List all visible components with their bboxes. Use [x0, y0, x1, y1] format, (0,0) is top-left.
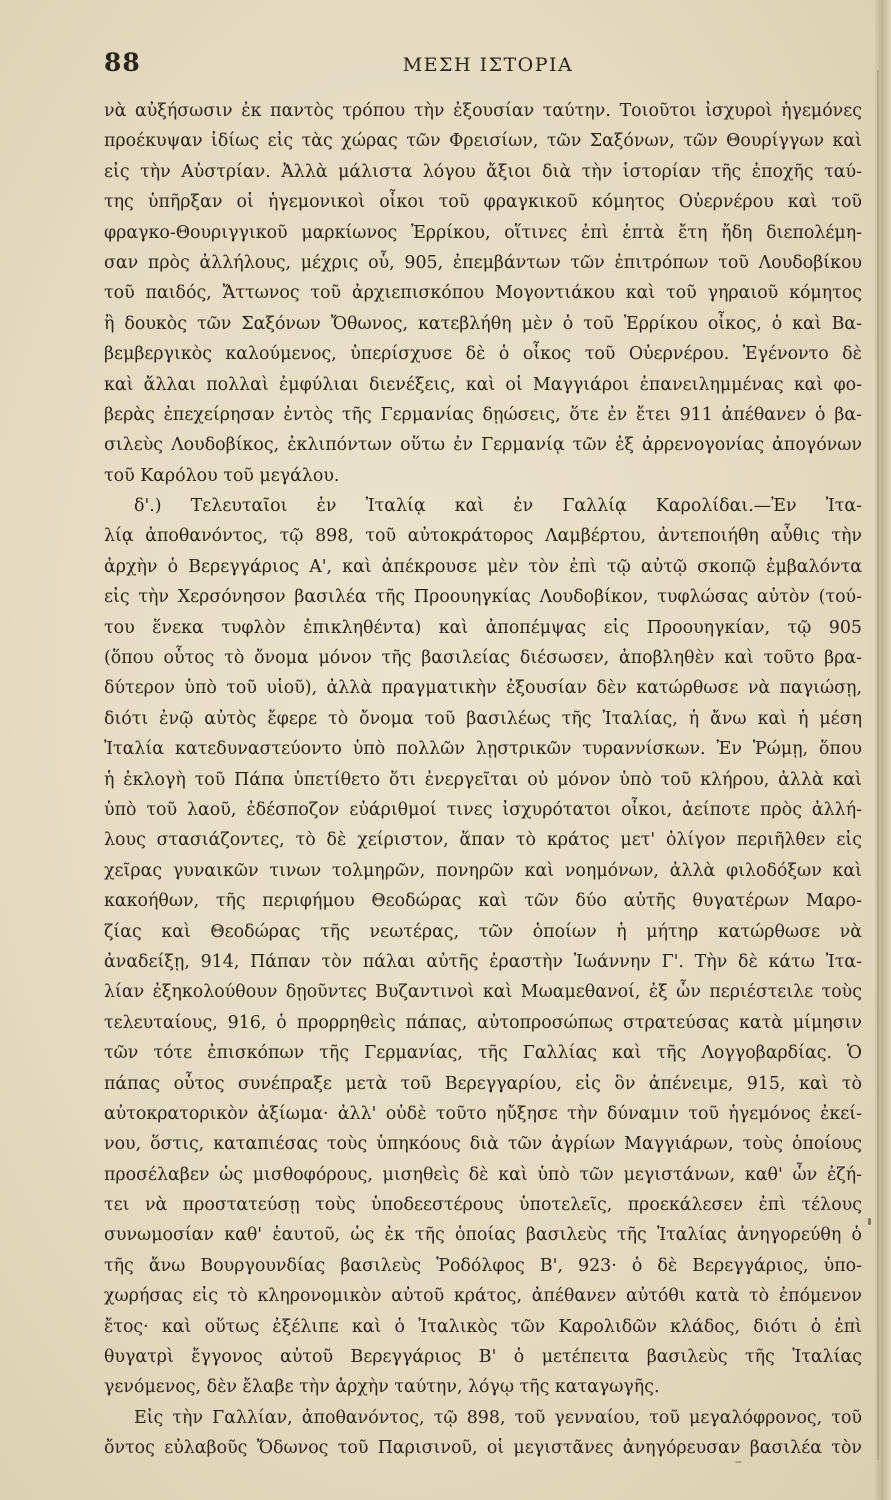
text-line: χωρήσας εἰς τὸ κληρονομικὸν αὐτοῦ κράτος, ἀπέθανεν αὐτόθι κατὰ τὸ ἐπόμενον	[104, 1286, 862, 1307]
text-line: Εἰς τὴν Γαλλίαν, ἀποθανόντος, τῷ 898, τοῦ γενναίου, τοῦ μεγαλόφρονος, τοῦ	[134, 1407, 862, 1428]
text-line: σιλεὺς Λουδοβίκος, ἐκλιπόντων οὕτω ἐν Γερμανίᾳ τῶν ἐξ ἀρρενογονίας ἀπογόνων	[104, 435, 862, 456]
text-line: τοῦ Καρόλου τοῦ μεγάλου.	[104, 465, 340, 486]
text-line: συνωμοσίαν καθ' ἑαυτοῦ, ὡς ἐκ τῆς ὁποίας βασιλεὺς τῆς Ἰταλίας ἀνηγορεύθη ὁ	[104, 1225, 862, 1246]
text-line: βεμβεργικὸς καλούμενος, ὑπερίσχυσε δὲ ὁ οἶκος τοῦ Οὐερνέρου. Ἐγένοντο δὲ	[104, 344, 862, 365]
text-line: ζίας καὶ Θεοδώρας τῆς νεωτέρας, τῶν ὁποίων ἡ μήτηρ κατώρθωσε νὰ	[104, 921, 862, 942]
text-line: τελευταίους, 916, ὁ προρρηθεὶς πάπας, αὐτοπροσώπως στρατεύσας κατὰ μίμησιν	[104, 1012, 862, 1033]
text-line: ἔτος· καὶ οὕτως ἐξέλιπε καὶ ὁ Ἰταλικὸς τῶν Καρολιδῶν κλάδος, διότι ὁ ἐπὶ	[104, 1316, 862, 1337]
text-line: σαν πρὸς ἀλλήλους, μέχρις οὗ, 905, ἐπεμβάντων τῶν ἐπιτρόπων τοῦ Λουδοβίκου	[104, 252, 862, 273]
text-line: εἰς τὴν Αὐστρίαν. Ἀλλὰ μάλιστα λόγου ἄξιοι διὰ τὴν ἱστορίαν τῆς ἐποχῆς ταύ-	[104, 161, 862, 182]
text-line: τῆς ἄνω Βουργουνδίας βασιλεὺς Ῥοδόλφος Β', 923· ὁ δὲ Βερεγγάριος, ὑπο-	[104, 1255, 862, 1276]
text-line: τει νὰ προστατεύσῃ τοὺς ὑποδεεστέρους ὑποτελεῖς, προεκάλεσεν ἐπὶ τέλους	[104, 1195, 862, 1216]
text-line: δύτερον ὑπὸ τοῦ υἱοῦ), ἀλλὰ πραγματικὴν ἐξουσίαν δὲν κατώρθωσε νὰ παγιώσῃ,	[104, 678, 862, 699]
text-line: ὄντος εὐλαβοῦς Ὄδωνος τοῦ Παρισινοῦ, οἱ μεγιστᾶνες ἀνηγόρευσαν βασιλέα τὸν	[104, 1438, 862, 1459]
text-line: βερὰς ἐπεχείρησαν ἐντὸς τῆς Γερμανίας δῃώσεις, ὅτε ἐν ἔτει 911 ἀπέθανεν ὁ βα-	[104, 404, 862, 425]
text-line: νὰ αὐξήσωσιν ἐκ παντὸς τρόπου τὴν ἐξουσίαν ταύτην. Τοιοῦτοι ἰσχυροὶ ἡγεμόνες	[104, 101, 862, 121]
footer-mark: –	[735, 1454, 742, 1470]
text-line: προσέλαβεν ὡς μισθοφόρους, μισηθεὶς δὲ καὶ ὑπὸ τῶν μεγιστάνων, καθ' ὧν ἐζή-	[104, 1164, 862, 1185]
text-line: αὐτοκρατορικὸν ἀξίωμα· ἀλλ' οὐδὲ τοῦτο ηὔξησε τὴν δύναμιν τοῦ ἡγεμόνος ἐκεί-	[104, 1103, 862, 1124]
text-line: γενόμενος, δὲν ἔλαβε τὴν ἀρχὴν ταύτην, λόγῳ τῆς καταγωγῆς.	[104, 1377, 660, 1398]
text-line: Ἰταλία κατεδυναστεύοντο ὑπὸ πολλῶν λῃστρικῶν τυραννίσκων. Ἐν Ῥώμῃ, ὅπου	[104, 739, 862, 760]
running-head: ΜΕΣΗ ΙΣΤΟΡΙΑ	[402, 54, 574, 76]
text-line: τῶν τότε ἐπισκόπων τῆς Γερμανίας, τῆς Γαλλίας καὶ τῆς Λογγοβαρδίας. Ὁ	[104, 1043, 862, 1064]
text-line: λους στασιάζοντες, τὸ δὲ χείριστον, ἅπαν τὸ κράτος μετ' ὀλίγον περιῆλθεν εἰς	[104, 830, 862, 851]
text-line: λίαν ἐξηκολούθουν δῃοῦντες Βυζαντινοὶ καὶ Μωαμεθανοί, ἐξ ὧν περιέστειλε τοὺς	[104, 982, 862, 1003]
text-line: πάπας οὗτος συνέπραξε μετὰ τοῦ Βερεγγαρίου, εἰς ὃν ἀπένειμε, 915, καὶ τὸ	[104, 1073, 862, 1094]
text-line: του ἕνεκα τυφλὸν ἐπικληθέντα) καὶ ἀποπέμψας εἰς Προουηγκίαν, τῷ 905	[104, 617, 862, 638]
text-line: (ὅπου οὗτος τὸ ὄνομα μόνον τῆς βασιλείας διέσωσεν, ἀποβληθὲν καὶ τοῦτο βρα-	[104, 648, 862, 669]
text-line: λίᾳ ἀποθανόντος, τῷ 898, τοῦ αὐτοκράτορος Λαμβέρτου, ἀντεποιήθη αὖθις τὴν	[104, 526, 862, 547]
text-line: διότι ἐνῷ αὐτὸς ἔφερε τὸ ὄνομα τοῦ βασιλέως τῆς Ἰταλίας, ἡ ἄνω καὶ ἡ μέση	[104, 708, 862, 729]
body-text	[104, 96, 862, 1464]
text-line: ἀναδείξῃ, 914, Πάπαν τὸν πάλαι αὐτῆς ἐραστὴν Ἰωάννην Γ'. Τὴν δὲ κάτω Ἰτα-	[104, 951, 862, 972]
text-line: ἡ ἐκλογὴ τοῦ Πάπα ὑπετίθετο ὅτι ἐνεργεῖται οὐ μόνον ὑπὸ τοῦ κλήρου, ἀλλὰ καὶ	[104, 769, 862, 790]
text-line: χεῖρας γυναικῶν τινων τολμηρῶν, πονηρῶν καὶ νοημόνων, ἀλλὰ φιλοδόξων καὶ	[104, 860, 862, 881]
text-line: φραγκο-Θουριγγικοῦ μαρκίωνος Ἐρρίκου, οἵτινες ἐπὶ ἑπτὰ ἔτη ἤδη διεπολέμη-	[104, 222, 862, 243]
page-speck	[868, 1218, 871, 1225]
text-line: ἀρχὴν ὁ Βερεγγάριος Α', καὶ ἀπέκρουσε μὲν τὸν ἐπὶ τῷ αὐτῷ σκοπῷ ἐμβαλόντα	[104, 556, 862, 577]
text-line: προέκυψαν ἰδίως εἰς τὰς χώρας τῶν Φρεισίων, τῶν Σαξόνων, τῶν Θουρίγγων καὶ	[104, 131, 862, 152]
text-line: τοῦ παιδός, Ἄττωνος τοῦ ἀρχιεπισκόπου Μογοντιάκου καὶ τοῦ γηραιοῦ κόμητος	[104, 283, 862, 304]
text-line: καὶ ἄλλαι πολλαὶ ἐμφύλιαι διενέξεις, καὶ οἱ Μαγγιάροι ἐπανειλημμένας καὶ φο-	[104, 374, 862, 395]
edge-line	[877, 70, 879, 1460]
text-line: ἢ δουκὸς τῶν Σαξόνων Ὄθωνος, κατεβλήθη μὲν ὁ τοῦ Ἐρρίκου οἶκος, ὁ καὶ Βα-	[104, 313, 862, 334]
text-line: θυγατρὶ ἔγγονος αὐτοῦ Βερεγγάριος Β' ὁ μετέπειτα βασιλεὺς τῆς Ἰταλίας	[104, 1347, 862, 1368]
text-line: ὑπὸ τοῦ λαοῦ, ἐδέσποζον εὐάριθμοί τινες ἰσχυρότατοι οἶκοι, ἀείποτε πρὸς ἀλλή-	[104, 799, 862, 820]
text-line: της ὑπῆρξαν οἱ ἡγεμονικοὶ οἶκοι τοῦ φραγκικοῦ κόμητος Οὐερνέρου καὶ τοῦ	[104, 192, 862, 213]
section-heading-line: δ'.) Τελευταῖοι ἐν Ἰταλίᾳ καὶ ἐν Γαλλίᾳ Καρολίδαι.—Ἐν Ἰτα-	[134, 496, 862, 517]
page-number: 88	[104, 48, 141, 77]
text-line: εἰς τὴν Χερσόνησον βασιλέα τῆς Προουηγκίας Λουδοβίκον, τυφλώσας αὐτὸν (τού-	[104, 587, 862, 608]
page-header	[104, 48, 872, 88]
text-line: κακοήθων, τῆς περιφήμου Θεοδώρας καὶ τῶν δύο αὐτῆς θυγατέρων Μαρο-	[104, 891, 862, 912]
text-line: νου, ὅστις, καταπιέσας τοὺς ὑπηκόους διὰ τῶν ἀγρίων Μαγγιάρων, τοὺς ὁποίους	[104, 1134, 862, 1155]
